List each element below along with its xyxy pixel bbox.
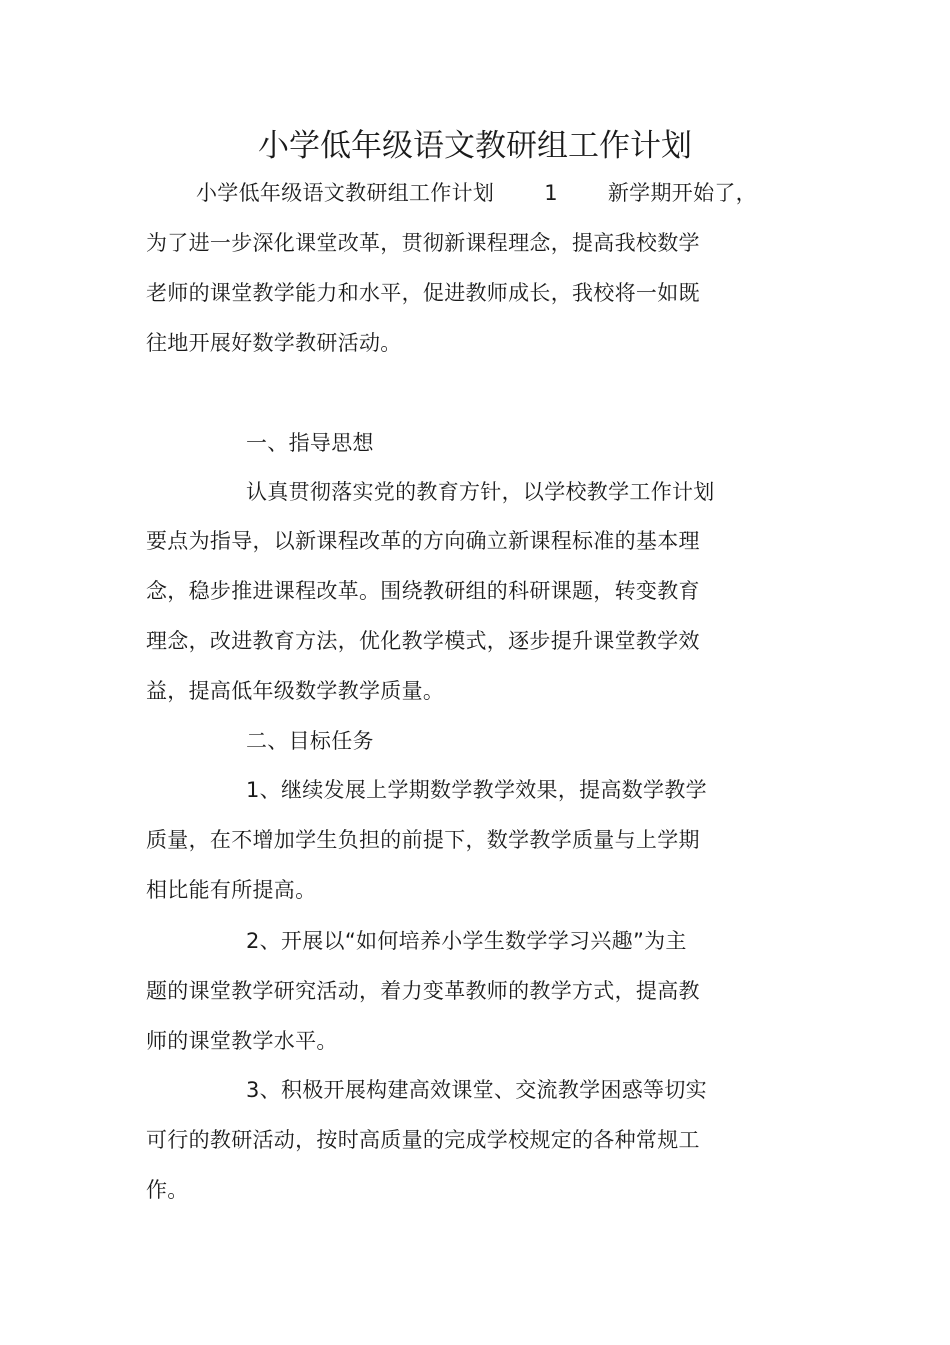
section2-heading: 二、目标任务: [246, 729, 374, 753]
item2-line-3: 师的课堂教学水平。: [146, 1029, 338, 1053]
intro-line-1: [196, 178, 757, 208]
intro-line1-rest: 新学期开始了，: [607, 181, 757, 205]
section1-line-4: 理念，改进教育方法，优化教学模式，逐步提升课堂教学效: [146, 629, 700, 653]
item3-line-3: 作。: [146, 1178, 189, 1202]
intro-line-3: 老师的课堂教学能力和水平，促进教师成长，我校将一如既: [146, 281, 700, 305]
intro-number: 1: [544, 181, 558, 205]
item1-line-1: 1、继续发展上学期数学教学效果，提高数学教学: [246, 778, 707, 802]
item2-line-1: 2、开展以“如何培养小学生数学学习兴趣”为主: [246, 929, 687, 953]
item3-line-2: 可行的教研活动，按时高质量的完成学校规定的各种常规工: [146, 1128, 700, 1152]
section1-line-5: 益，提高低年级数学教学质量。: [146, 679, 445, 703]
item1-line-2: 质量，在不增加学生负担的前提下，数学教学质量与上学期: [146, 828, 700, 852]
intro-lead-text: 小学低年级语文教研组工作计划: [196, 181, 495, 205]
document-title: 小学低年级语文教研组工作计划: [258, 128, 692, 164]
section1-line-2: 要点为指导，以新课程改革的方向确立新课程标准的基本理: [146, 529, 700, 553]
item1-line-3: 相比能有所提高。: [146, 878, 317, 902]
intro-line-2: 为了进一步深化课堂改革，贯彻新课程理念，提高我校数学: [146, 231, 700, 255]
section1-line-1: 认真贯彻落实党的教育方针，以学校教学工作计划: [246, 480, 715, 504]
intro-line-4: 往地开展好数学教研活动。: [146, 331, 402, 355]
section1-heading: 一、指导思想: [246, 431, 374, 455]
item2-line-2: 题的课堂教学研究活动，着力变革教师的教学方式，提高教: [146, 979, 700, 1003]
item3-line-1: 3、积极开展构建高效课堂、交流教学困惑等切实: [246, 1078, 707, 1102]
section1-line-3: 念，稳步推进课程改革。围绕教研组的科研课题，转变教育: [146, 579, 700, 603]
